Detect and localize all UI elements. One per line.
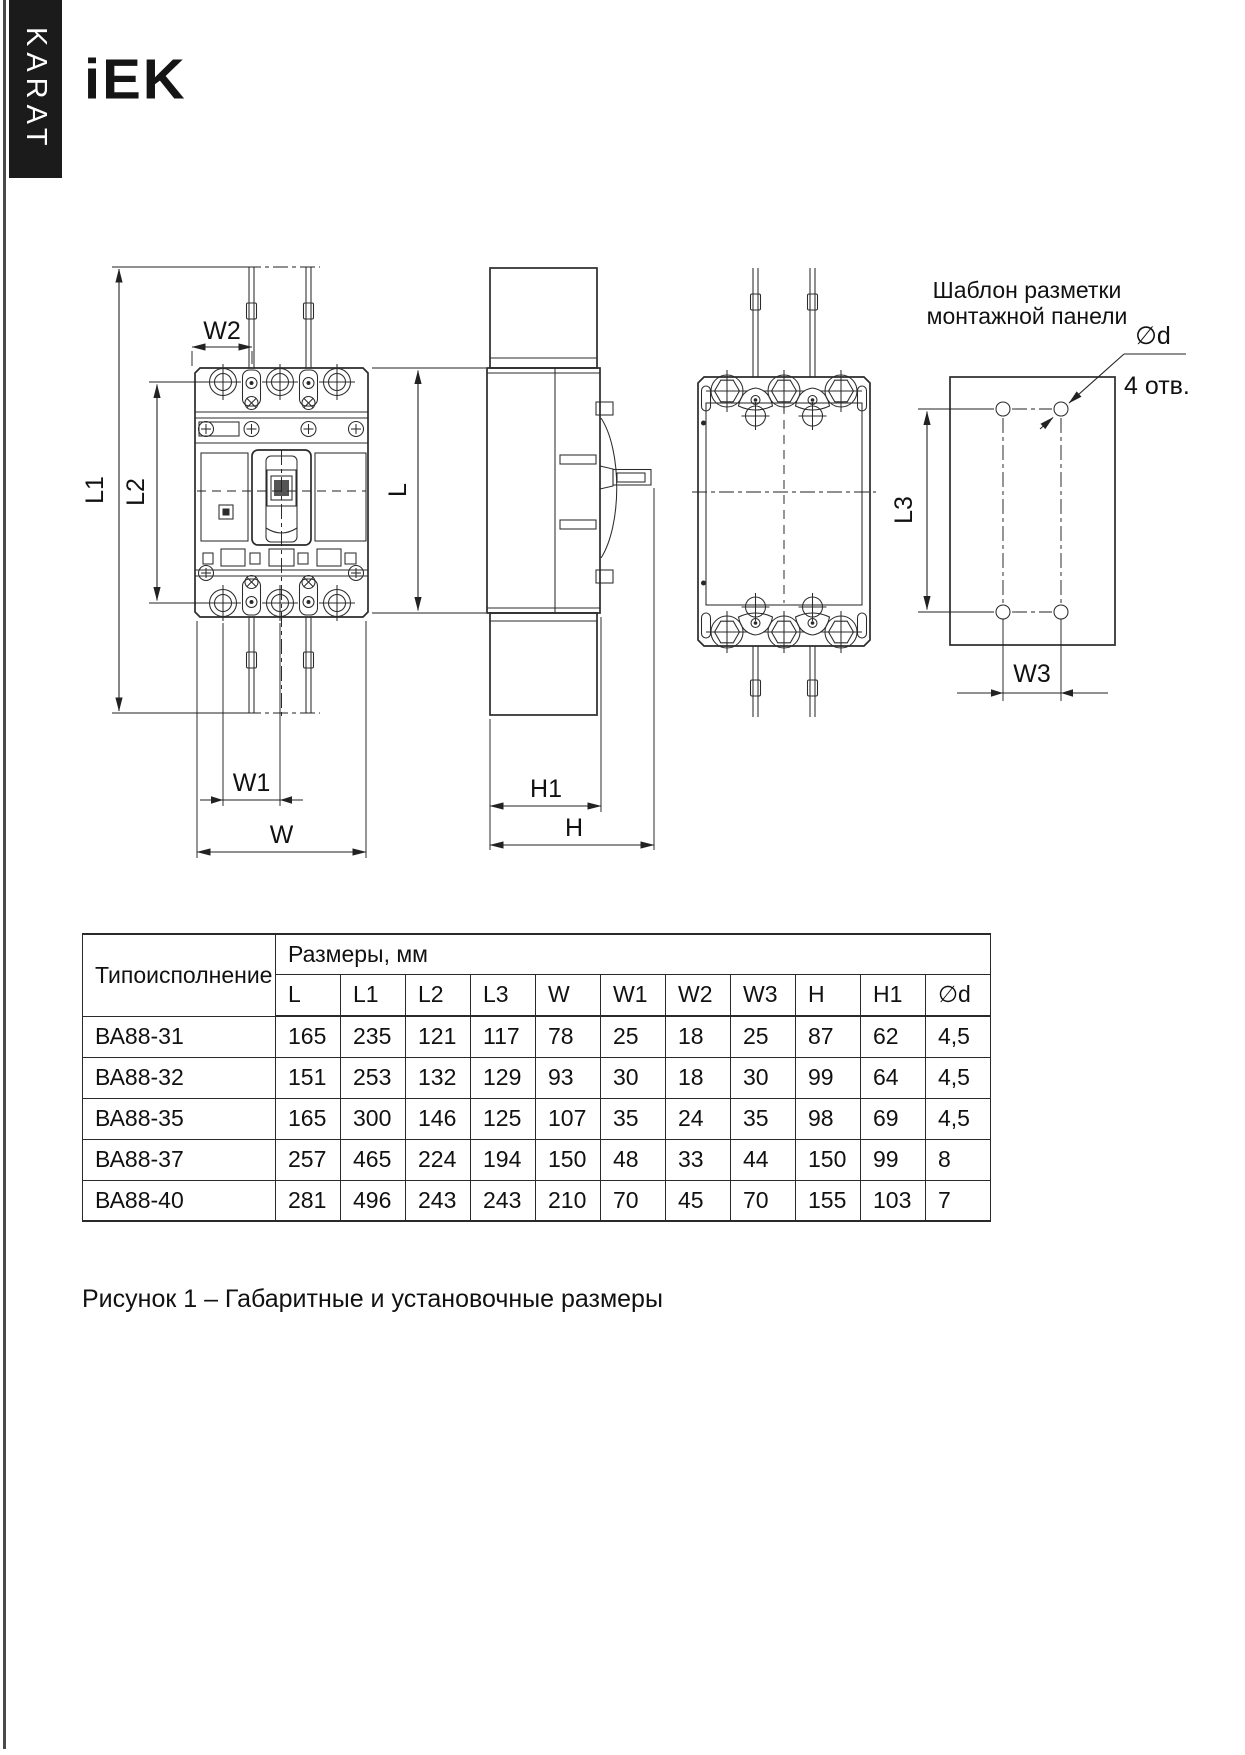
value-cell: 18 <box>666 1016 731 1057</box>
dim-label-w: W <box>269 821 294 849</box>
value-cell: 24 <box>666 1098 731 1139</box>
value-cell: 78 <box>536 1016 601 1057</box>
value-cell: 4,5 <box>926 1016 991 1057</box>
value-cell: 33 <box>666 1139 731 1180</box>
value-cell: 235 <box>341 1016 406 1057</box>
value-cell: 4,5 <box>926 1057 991 1098</box>
type-cell: ВА88-31 <box>83 1016 276 1057</box>
value-cell: 146 <box>406 1098 471 1139</box>
value-cell: 70 <box>731 1180 796 1221</box>
value-cell: 194 <box>471 1139 536 1180</box>
table-row <box>83 1139 991 1180</box>
value-cell: 465 <box>341 1139 406 1180</box>
karat-series-label: KARAT <box>20 26 52 152</box>
value-cell: 165 <box>276 1098 341 1139</box>
type-cell: ВА88-32 <box>83 1057 276 1098</box>
value-cell: 64 <box>861 1057 926 1098</box>
side-view-dimensions <box>372 368 654 850</box>
value-cell: 117 <box>471 1016 536 1057</box>
value-cell: 125 <box>471 1098 536 1139</box>
column-header: L <box>276 974 341 1016</box>
value-cell: 151 <box>276 1057 341 1098</box>
value-cell: 150 <box>796 1139 861 1180</box>
value-cell: 45 <box>666 1180 731 1221</box>
dim-label-w1: W1 <box>232 769 271 797</box>
value-cell: 98 <box>796 1098 861 1139</box>
holes-count-label: 4 отв. <box>1124 372 1190 400</box>
sizes-group-header: Размеры, мм <box>276 934 991 974</box>
figure-caption: Рисунок 1 – Габаритные и установочные размеры <box>82 1285 663 1313</box>
value-cell: 18 <box>666 1057 731 1098</box>
value-cell: 281 <box>276 1180 341 1221</box>
dim-label-h1: H1 <box>530 775 562 803</box>
column-header: W <box>536 974 601 1016</box>
value-cell: 99 <box>796 1057 861 1098</box>
column-header: W3 <box>731 974 796 1016</box>
value-cell: 87 <box>796 1016 861 1057</box>
column-header: L1 <box>341 974 406 1016</box>
dim-label-l: L <box>384 483 412 497</box>
table-row <box>83 1016 991 1057</box>
hole-diameter-label: ∅d <box>1135 322 1171 350</box>
value-cell: 70 <box>601 1180 666 1221</box>
value-cell: 257 <box>276 1139 341 1180</box>
value-cell: 35 <box>601 1098 666 1139</box>
dimensions-table <box>82 933 991 1222</box>
value-cell: 48 <box>601 1139 666 1180</box>
dim-label-w2: W2 <box>203 317 241 345</box>
column-header: W2 <box>666 974 731 1016</box>
column-header: L2 <box>406 974 471 1016</box>
value-cell: 121 <box>406 1016 471 1057</box>
value-cell: 103 <box>861 1180 926 1221</box>
column-header: H <box>796 974 861 1016</box>
dim-label-l2: L2 <box>122 478 150 506</box>
value-cell: 93 <box>536 1057 601 1098</box>
value-cell: 4,5 <box>926 1098 991 1139</box>
value-cell: 99 <box>861 1139 926 1180</box>
value-cell: 253 <box>341 1057 406 1098</box>
value-cell: 25 <box>731 1016 796 1057</box>
value-cell: 25 <box>601 1016 666 1057</box>
value-cell: 165 <box>276 1016 341 1057</box>
value-cell: 7 <box>926 1180 991 1221</box>
column-header: H1 <box>861 974 926 1016</box>
dim-label-l3: L3 <box>890 496 918 524</box>
value-cell: 243 <box>406 1180 471 1221</box>
value-cell: 210 <box>536 1180 601 1221</box>
value-cell: 224 <box>406 1139 471 1180</box>
value-cell: 62 <box>861 1016 926 1057</box>
value-cell: 30 <box>601 1057 666 1098</box>
table-row <box>83 1180 991 1221</box>
type-cell: ВА88-35 <box>83 1098 276 1139</box>
page-edge-line <box>3 0 6 1749</box>
type-cell: ВА88-40 <box>83 1180 276 1221</box>
value-cell: 129 <box>471 1057 536 1098</box>
value-cell: 132 <box>406 1057 471 1098</box>
karat-series-banner <box>9 0 62 178</box>
mounting-template-drawing <box>890 277 1190 701</box>
iek-logo: iEK <box>84 47 187 112</box>
value-cell: 243 <box>471 1180 536 1221</box>
value-cell: 69 <box>861 1098 926 1139</box>
rear-view-drawing <box>692 268 876 717</box>
value-cell: 107 <box>536 1098 601 1139</box>
value-cell: 30 <box>731 1057 796 1098</box>
table-row <box>83 1057 991 1098</box>
dim-label-l1: L1 <box>81 476 109 504</box>
figure-drawings <box>60 230 1200 870</box>
value-cell: 35 <box>731 1098 796 1139</box>
column-header: L3 <box>471 974 536 1016</box>
template-title-line1: Шаблон разметки <box>932 277 1122 303</box>
table-body <box>83 1016 991 1221</box>
front-view-dimensions <box>81 267 366 858</box>
template-title-line2: монтажной панели <box>926 303 1128 329</box>
value-cell: 44 <box>731 1139 796 1180</box>
dim-label-h: H <box>564 814 584 842</box>
value-cell: 155 <box>796 1180 861 1221</box>
value-cell: 496 <box>341 1180 406 1221</box>
side-view-drawing <box>487 268 651 715</box>
column-header: W1 <box>601 974 666 1016</box>
value-cell: 150 <box>536 1139 601 1180</box>
type-column-header: Типоисполнение <box>83 934 276 1016</box>
value-cell: 300 <box>341 1098 406 1139</box>
value-cell: 8 <box>926 1139 991 1180</box>
table-row <box>83 1098 991 1139</box>
dim-label-w3: W3 <box>1013 660 1051 688</box>
type-cell: ВА88-37 <box>83 1139 276 1180</box>
column-header: ∅d <box>926 974 991 1016</box>
